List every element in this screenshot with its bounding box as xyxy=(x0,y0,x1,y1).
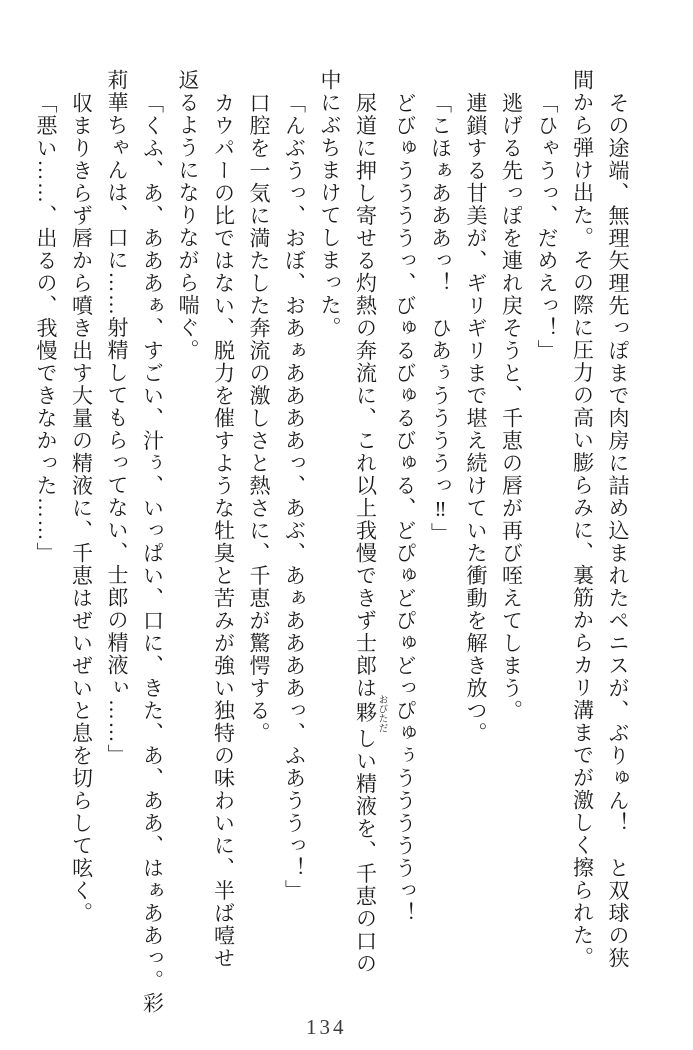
text-line: 「こほぁあああっ！ ひあぅううううっ‼」 xyxy=(428,91,453,545)
text-line: 逃げる先っぽを連れ戻そうと、千恵の唇が再び咥えてしまう。 xyxy=(499,91,524,722)
text-line: 口腔を一気に満たした奔流の激しさと熱さに、千恵が驚愕する。 xyxy=(247,91,271,744)
text-line: カウパーの比ではない、脱力を催すような牡臭と苦みが強い独特の味わいに、半ば噎せ xyxy=(211,91,236,969)
text-line: 「くふ、あ、あああぁ、すごい、汁ぅ、いっぱい、口に、きた、あ、ああ、はぁああっ。彩 xyxy=(140,91,165,1014)
text-line: 連鎖する甘美が、ギリギリまで堪え続けていた衝動を解き放つ。 xyxy=(464,91,488,744)
text-line: 尿道に押し寄せる灼熱の奔流に、これ以上我慢できず士郎は夥 おびただしい精液を、千恵の口の xyxy=(353,91,387,975)
text-line: 中にぶちまけてしまった。 xyxy=(318,69,342,339)
text-area xyxy=(28,69,636,1014)
page-number: 134 xyxy=(306,1015,347,1039)
text-line: 収まりきらず唇から噴き出す大量の精液に、千恵はぜいぜいと息を切らして呟く。 xyxy=(69,91,94,924)
text-line: 返るようになりながら喘ぐ。 xyxy=(176,69,200,362)
text-line: 「ひゃうっ、だめえっ！」 xyxy=(535,91,559,362)
text-line: 間から弾け出た。その際に圧力の高い膨らみに、裏筋からカリ溝までが激しく擦られた。 xyxy=(570,69,595,969)
ruby-annotated-word: 夥 おびただ xyxy=(353,694,387,732)
text-line: 「んぶうっ、おぼ、おあぁああああっ、あぶ、あぁああああっ、ふあううっ！」 xyxy=(282,91,307,902)
text-line: どびゅううううっ、びゅるびゅるびゅる、どぴゅどぴゅどっぴゅぅうううううっ！ xyxy=(393,91,417,924)
text-line: 「悪い……、出るの、我慢できなかった……」 xyxy=(34,91,58,564)
text-line: 莉華ちゃんは、口に……射精してもらってない、士郎の精液ぃ……」 xyxy=(105,69,129,767)
text-line: その途端、無理矢理先っぽまで肉房に詰め込まれたペニスが、ぶりゅん！ と双球の狭 xyxy=(606,91,630,969)
